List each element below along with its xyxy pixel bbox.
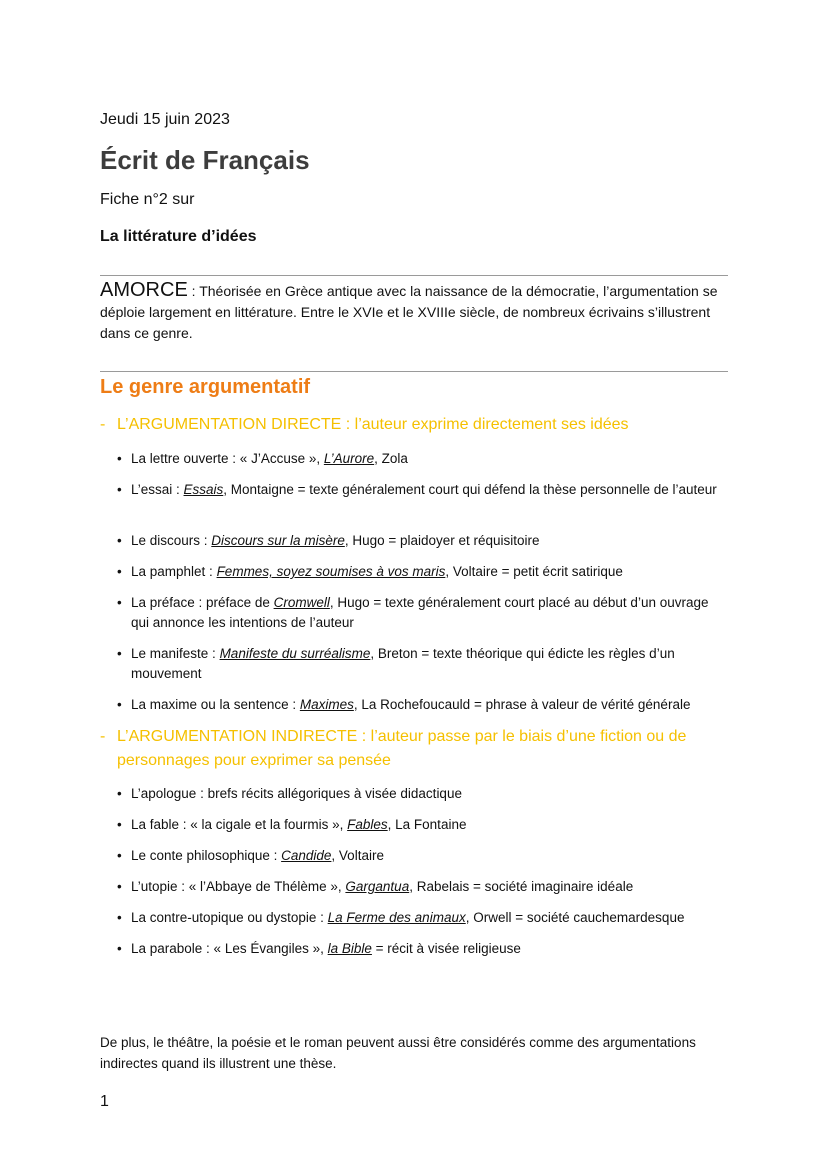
page-title: Écrit de Français (100, 145, 310, 175)
bullet-icon: • (117, 482, 122, 497)
amorce-text: : Théorisée en Grèce antique avec la naissance de la démocratie, l’argumentation se déploie largement en littérature. Entre le XVIe et le XVIIIe siècle, de nombreux écrivains s’illustrent dans ce genre. (100, 283, 718, 341)
work-title: la Bible (327, 941, 372, 956)
list-item: • L’apologue : brefs récits allégoriques à visée didactique (117, 784, 717, 804)
category-label: L’ARGUMENTATION DIRECTE : l’auteur exprime directement ses idées (117, 416, 629, 433)
date-line: Jeudi 15 juin 2023 (100, 111, 230, 128)
list-item: • Le discours : Discours sur la misère, Hugo = plaidoyer et réquisitoire (117, 531, 717, 551)
work-title: Discours sur la misère (211, 533, 345, 548)
section-heading: Le genre argumentatif (100, 376, 311, 398)
bullet-icon: • (117, 941, 122, 956)
list-item: • La maxime ou la sentence : Maximes, La Rochefoucauld = phrase à valeur de vérité générale (117, 695, 717, 715)
bullet-icon: • (117, 646, 122, 661)
work-title: Femmes, soyez soumises à vos maris (216, 564, 446, 579)
list-item: • La parabole : « Les Évangiles », la Bible = récit à visée religieuse (117, 939, 717, 959)
work-title: L’Aurore (323, 451, 375, 466)
list-item: • L’utopie : « l’Abbaye de Thélème », Gargantua, Rabelais = société imaginaire idéale (117, 877, 717, 897)
amorce-paragraph (100, 280, 730, 344)
page-number: 1 (100, 1093, 109, 1110)
divider-bottom (100, 371, 728, 372)
work-title: Manifeste du surréalisme (219, 646, 371, 661)
bullet-icon: • (117, 451, 122, 466)
bullet-icon: • (117, 910, 122, 925)
category-heading-indirecte (100, 725, 740, 773)
bullet-icon: • (117, 786, 122, 801)
list-item: • La contre-utopique ou dystopie : La Ferme des animaux, Orwell = société cauchemardesque (117, 908, 717, 928)
closing-paragraph: De plus, le théâtre, la poésie et le roman peuvent aussi être considérés comme des argumentations indirectes quand ils illustrent une thèse. (100, 1035, 696, 1071)
work-title: Candide (281, 848, 332, 863)
list-item: • Le conte philosophique : Candide, Voltaire (117, 846, 717, 866)
list-item: • La pamphlet : Femmes, soyez soumises à vos maris, Voltaire = petit écrit satirique (117, 562, 717, 582)
work-title: La Ferme des animaux (327, 910, 466, 925)
bullet-icon: • (117, 848, 122, 863)
dash-marker: - (100, 416, 106, 433)
list-item: • Le manifeste : Manifeste du surréalisme, Breton = texte théorique qui édicte les règles d’un mouvement (117, 646, 675, 681)
bullet-icon: • (117, 595, 122, 610)
work-title: Gargantua (345, 879, 410, 894)
work-title: Essais (183, 482, 224, 497)
category-heading-directe (100, 413, 740, 437)
bullet-icon: • (117, 533, 122, 548)
divider-top (100, 275, 728, 276)
work-title: Cromwell (273, 595, 330, 610)
work-title: Fables (347, 817, 388, 832)
list-item: • L’essai : Essais, Montaigne = texte généralement court qui défend la thèse personnelle de l’auteur (117, 480, 717, 500)
list-item: • La préface : préface de Cromwell, Hugo = texte généralement court placé au début d’un ouvrage qui annonce les intentions de l’auteur (117, 595, 709, 630)
work-title: Maximes (299, 697, 354, 712)
bullet-icon: • (117, 817, 122, 832)
bullet-icon: • (117, 697, 122, 712)
category-label: L’ARGUMENTATION INDIRECTE : l’auteur passe par le biais d’une fiction ou de personnages pour exprimer sa pensée (117, 728, 687, 769)
topic-heading: La littérature d’idées (100, 228, 257, 245)
bullet-icon: • (117, 879, 122, 894)
list-item: • La fable : « la cigale et la fourmis », Fables, La Fontaine (117, 815, 717, 835)
amorce-label: AMORCE (100, 279, 188, 301)
dash-marker: - (100, 728, 106, 745)
subtitle: Fiche n°2 sur (100, 191, 195, 208)
list-item: • La lettre ouverte : « J’Accuse », L’Aurore, Zola (117, 449, 717, 469)
bullet-icon: • (117, 564, 122, 579)
